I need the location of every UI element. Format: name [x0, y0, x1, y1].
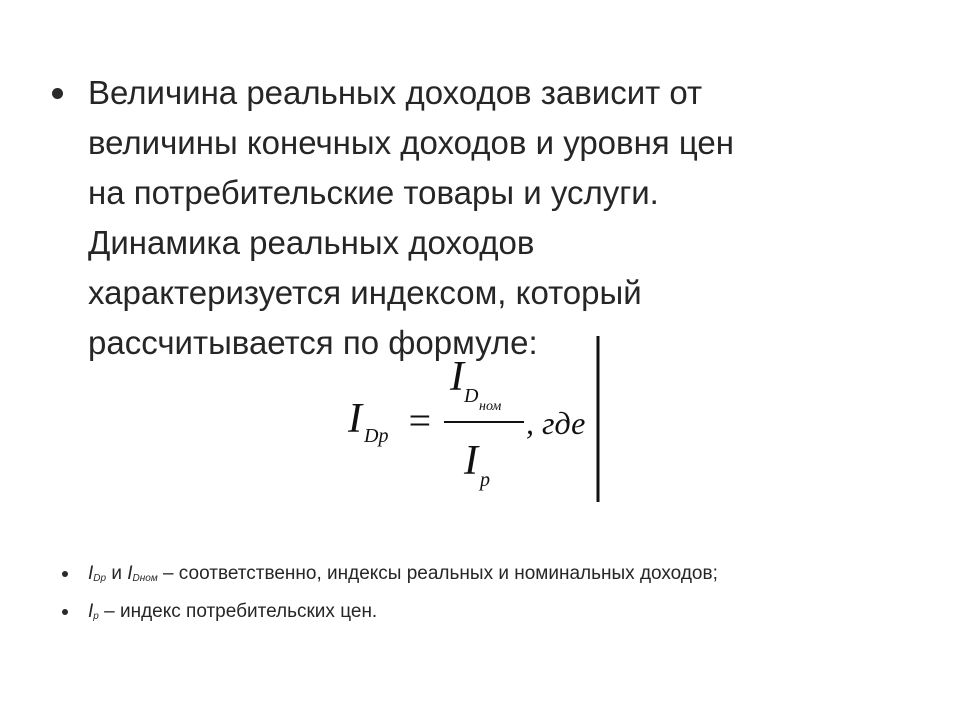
formula-svg	[340, 350, 610, 510]
bullet-dot-icon	[52, 88, 63, 99]
bullet-dot-icon	[62, 609, 68, 615]
definition-item	[62, 598, 922, 636]
formula-suffix: , где	[526, 405, 586, 441]
formula-numerator-symbol: I	[450, 354, 464, 400]
formula-numerator-subscript: D	[464, 385, 479, 407]
bullet-dot-icon	[62, 571, 68, 577]
formula-denominator-subscript: p	[480, 469, 490, 491]
definition-text: – индекс потребительских цен.	[98, 601, 378, 622]
formula-equals: =	[406, 398, 433, 443]
symbol-i-dnom: $I_{Dном}$	[127, 563, 158, 584]
definition-item	[62, 560, 922, 598]
symbol-i-p: $I_p$	[88, 601, 99, 622]
main-text-line: Величина реальных доходов зависит от	[88, 74, 703, 111]
symbol-i-dp: $I_{Dp}$	[88, 563, 107, 584]
main-bullet-text	[88, 68, 912, 368]
main-text-line: на потребительские товары и услуги.	[88, 174, 659, 211]
formula-numerator-subscript-sub: ном	[479, 399, 502, 414]
main-text-line: характеризуется индексом, который	[88, 274, 642, 311]
formula-lhs-symbol: I	[348, 396, 362, 442]
main-text-line: величины конечных доходов и уровня цен	[88, 124, 734, 161]
main-bullet	[52, 68, 912, 368]
formula-denominator-symbol: I	[464, 438, 478, 484]
main-text-line: рассчитывается по формуле:	[88, 324, 538, 361]
formula-lhs-subscript: Dp	[364, 425, 389, 447]
definition-connector: и	[106, 563, 128, 584]
definition-text: – соответственно, индексы реальных и номинальных доходов;	[157, 563, 718, 584]
formula	[340, 350, 610, 510]
definitions-list	[62, 560, 922, 636]
main-text-line: Динамика реальных доходов	[88, 224, 535, 261]
